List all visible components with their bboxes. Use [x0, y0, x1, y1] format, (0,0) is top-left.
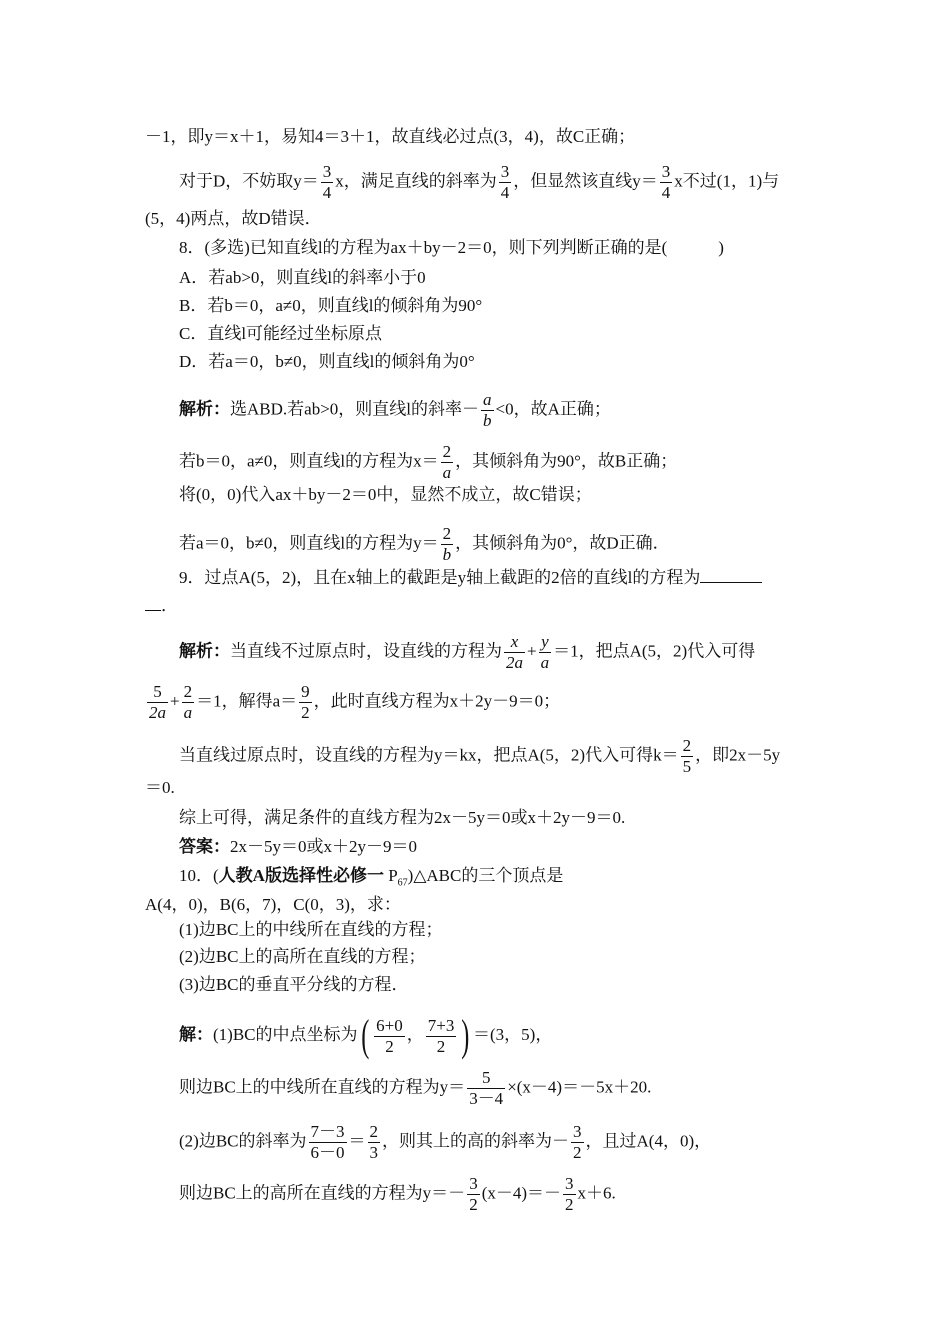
answer-blank — [145, 594, 161, 611]
analysis-9-line-1: 解析：当直线不过原点时，设直线的方程为 $\frac{x}{2a}$ + $\frac{y}{a}$ ＝1，把点A(5，2)代入可得 — [179, 632, 756, 672]
fraction-7plus3-2: $\frac{7+3}{2}$ — [427, 1015, 455, 1056]
analysis-label: 解析： — [179, 399, 230, 419]
option-d: D．若a＝0，b≠0，则直线l的倾斜角为0° — [179, 352, 475, 371]
fraction-3-2: $\frac{3}{2}$ — [565, 1174, 574, 1214]
analysis-label: 解析： — [179, 641, 230, 661]
text: x，满足直线的斜率为 — [335, 171, 497, 191]
fraction-5-3minus4: $\frac{5}{3-4}$ — [469, 1068, 504, 1108]
solution-10-line-2: 则边BC上的中线所在直线的方程为y＝ $\frac{5}{3-4}$ ×(x－4)＝－5x＋20. — [179, 1068, 652, 1108]
fraction-3-4: $\frac{3}{4}$ — [500, 162, 510, 202]
question-10-vertices: A(4，0)，B(6，7)，C(0，3)，求： — [145, 895, 401, 914]
text: x不过(1，1)与 — [674, 171, 780, 191]
question-10-part-2: (2)边BC上的高所在直线的方程； — [179, 947, 426, 966]
fraction-a-b: $\frac{a}{b}$ — [483, 390, 492, 430]
answer-blank — [700, 566, 762, 583]
analysis-9-line-5: 综上可得，满足条件的直线方程为2x－5y＝0或x＋2y－9＝0. — [179, 808, 626, 827]
fraction-y-a: $\frac{y}{a}$ — [540, 632, 550, 672]
question-8: 8．(多选)已知直线l的方程为ax＋by－2＝0，则下列判断正确的是( ) — [179, 238, 724, 257]
fraction-2-a: $\frac{2}{a}$ — [442, 442, 452, 482]
fraction-2-a: $\frac{2}{a}$ — [183, 682, 193, 722]
left-paren: ( — [360, 1011, 369, 1060]
fraction-3-2: $\frac{3}{2}$ — [469, 1174, 478, 1214]
text: 对于D，不妨取y＝ — [179, 171, 319, 191]
analysis-line-4: 若a＝0，b≠0，则直线l的方程为y＝ $\frac{2}{b}$ ，其倾斜角为0°，故D正确． — [179, 524, 670, 564]
question-9: 9．过点A(5，2)，且在x轴上的截距是y轴上截距的2倍的直线l的方程为 — [179, 566, 762, 589]
answer-label: 答案： — [179, 837, 230, 856]
analysis-line-2: 若b＝0，a≠0，则直线l的方程为x＝ $\frac{2}{a}$ ，其倾斜角为90°，故B正确； — [179, 442, 678, 482]
solution-10-line-4: 则边BC上的高所在直线的方程为y＝－ $\frac{3}{2}$ (x－4)＝－ $\frac{3}{2}$ x＋6. — [179, 1174, 616, 1214]
fraction-9-2: $\frac{9}{2}$ — [301, 682, 310, 722]
question-9-end: ． — [145, 594, 178, 617]
analysis-9-line-3: 当直线过原点时，设直线的方程为y＝kx，把点A(5，2)代入可得k＝ $\frac{2}{5}$ ，即2x－5y — [179, 736, 781, 776]
solution-10-line-3: (2)边BC的斜率为 $\frac{7-3}{6-0}$ ＝ $\frac{2}{3}$ ，则其上的高的斜率为－ $\frac{3}{2}$ ，且过A(4，0)， — [179, 1122, 712, 1162]
analysis-line-3: 将(0，0)代入ax＋by－2＝0中，显然不成立，故C错误； — [179, 485, 592, 504]
fraction-3-4: $\frac{3}{4}$ — [322, 162, 332, 202]
solution-label: 解： — [179, 1024, 213, 1044]
fraction-2-b: $\frac{2}{b}$ — [442, 524, 452, 564]
fraction-2-5: $\frac{2}{5}$ — [682, 736, 692, 776]
answer-line: 答案：2x－5y＝0或x＋2y－9＝0 — [179, 837, 417, 856]
fraction-5-2a: $\frac{5}{2a}$ — [149, 682, 166, 722]
analysis-9-line-2: $\frac{5}{2a}$ + $\frac{2}{a}$ ＝1，解得a＝ $\frac{9}{2}$ ，此时直线方程为x＋2y－9＝0； — [149, 682, 561, 722]
right-paren: ) — [461, 1011, 470, 1060]
option-c: C．直线l可能经过坐标原点 — [179, 324, 383, 343]
question-10-part-1: (1)边BC上的中线所在直线的方程； — [179, 920, 443, 939]
question-10: 10．(人教A版选择性必修一 $P_{67})\triangle ABC$的三个顶点是 — [179, 866, 564, 889]
solution-line-1: －1，即y＝x＋1，易知4＝3＋1，故直线必过点(3，4)，故C正确； — [145, 127, 636, 146]
fraction-2-3: $\frac{2}{3}$ — [369, 1122, 378, 1162]
solution-line-3: (5，4)两点，故D错误． — [145, 209, 322, 228]
option-a: A．若ab>0，则直线l的斜率小于0 — [179, 268, 426, 287]
option-b: B．若b＝0，a≠0，则直线l的倾斜角为90° — [179, 296, 483, 315]
text: ，但显然该直线y＝ — [513, 171, 658, 191]
fraction-6plus0-2: $\frac{6+0}{2}$ — [376, 1015, 403, 1056]
question-10-part-3: (3)边BC的垂直平分线的方程． — [179, 975, 409, 994]
solution-line-2 — [179, 162, 779, 203]
fraction-3-2: $\frac{3}{2}$ — [573, 1122, 582, 1162]
fraction-slope: $\frac{7-3}{6-0}$ — [310, 1122, 345, 1162]
fraction-x-2a: $\frac{x}{2a}$ — [506, 632, 523, 672]
solution-10-line-1: 解：(1)BC的中点坐标为( $\frac{6+0}{2}$ ， $\frac{7+3}{2}$ ) ＝(3，5)， — [179, 1011, 553, 1060]
analysis-line-1: 解析：选ABD.若ab>0，则直线l的斜率－ $\frac{a}{b}$ <0，故A正确； — [179, 390, 611, 430]
analysis-9-line-4: ＝0. — [145, 778, 175, 797]
fraction-3-4: $\frac{3}{4}$ — [661, 162, 671, 202]
